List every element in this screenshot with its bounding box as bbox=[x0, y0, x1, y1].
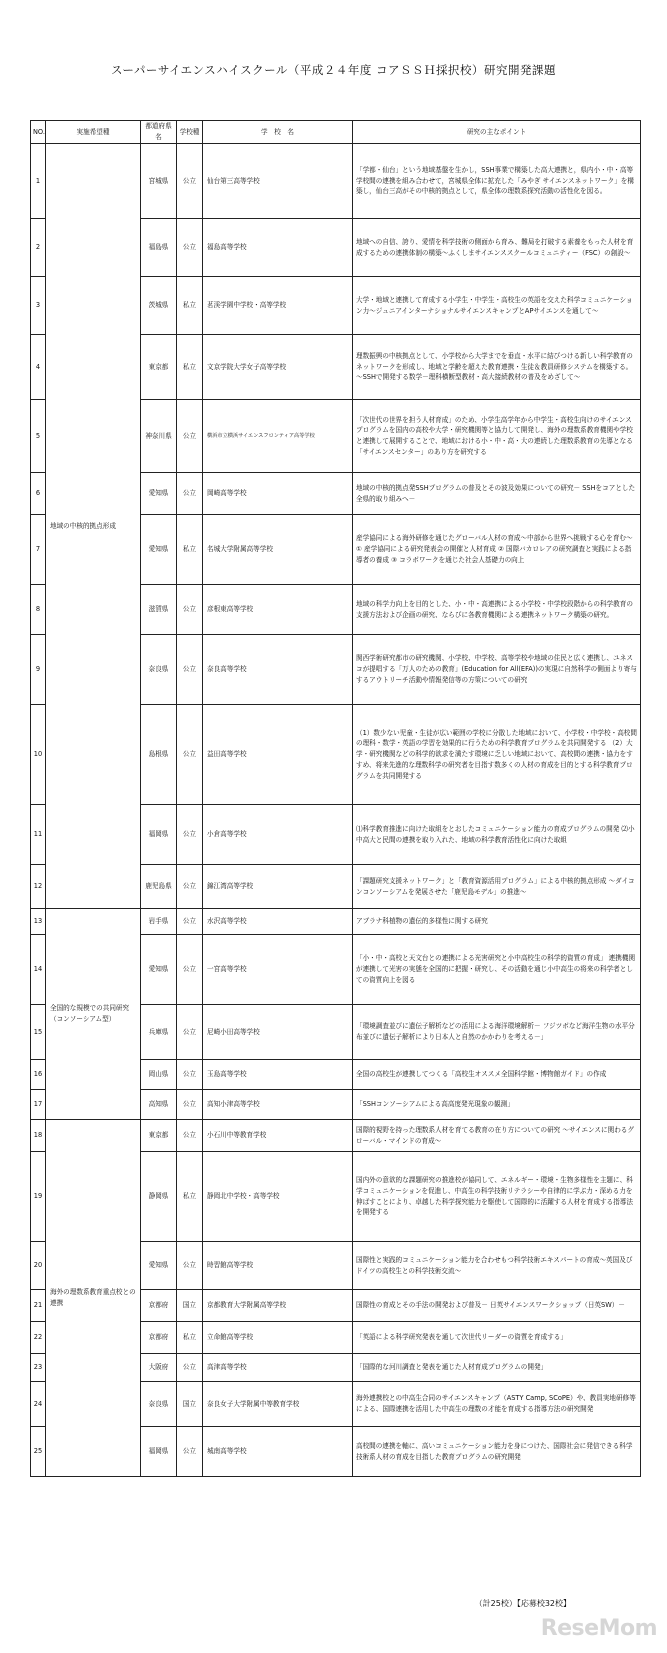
research-point-cell: 「環境調査並びに遺伝子解析などの活用による海洋環境解析－ フジツボなど海洋生物の水平分布並びに遺伝子解析により日本人と自然のかかわりを考える－」 bbox=[353, 1005, 641, 1060]
school-name-cell: 尼崎小田高等学校 bbox=[203, 1005, 353, 1060]
header-no: NO. bbox=[31, 121, 46, 144]
school-name-cell: 茗渓学園中学校・高等学校 bbox=[203, 277, 353, 335]
prefecture-cell: 京都府 bbox=[141, 1290, 177, 1322]
school-name-cell: 奈良高等学校 bbox=[203, 635, 353, 705]
school-name-cell: 小石川中等教育学校 bbox=[203, 1120, 353, 1152]
header-type: 学校種 bbox=[177, 121, 203, 144]
row-number: 22 bbox=[31, 1322, 46, 1354]
school-type-cell: 公立 bbox=[177, 635, 203, 705]
row-number: 14 bbox=[31, 935, 46, 1005]
table-row bbox=[31, 144, 641, 219]
table-row bbox=[31, 909, 641, 935]
research-point-cell: 「小・中・高校と天文台との連携による光害研究と小中高校生の科学的資質の育成」 連携機関が連携して光害の実態を全国的に把握・研究し、その活動を通じ小中高生の将来の科学者としての資質向上を図る bbox=[353, 935, 641, 1005]
prefecture-cell: 鹿児島県 bbox=[141, 865, 177, 909]
research-point-cell: 産学協同による海外研修を通じたグローバル人材の育成～中部から世界へ挑戦する心を育む～ ① 産学協同による研究発表会の開催と人材育成 ② 国際バカロレアの研究調査と実践による指導者の養成 ③ コラボワークを通じた社会人基礎力の向上 bbox=[353, 515, 641, 585]
ssh-table bbox=[30, 120, 641, 1477]
research-point-cell: 「SSHコンソーシアムによる高高度発光現象の観測」 bbox=[353, 1090, 641, 1120]
row-number: 12 bbox=[31, 865, 46, 909]
research-point-cell: 全国の高校生が連携してつくる「高校生オススメ全国科学館・博物館ガイド」の作成 bbox=[353, 1060, 641, 1090]
school-type-cell: 国立 bbox=[177, 1382, 203, 1427]
research-point-cell: 「学都・仙台」という地域基盤を生かし，SSH事業で構築した高大連携と，県内小・中・高等学校間の連携を組み合わせて，宮城県全体に拡充した「みやぎ サイエンスネットワーク」を構築し，仙台三高がその中核的拠点として，県全体の理数系探究活動の活性化を図る。 bbox=[353, 144, 641, 219]
school-name-cell: 益田高等学校 bbox=[203, 705, 353, 805]
prefecture-cell: 福岡県 bbox=[141, 1427, 177, 1477]
prefecture-cell: 島根県 bbox=[141, 705, 177, 805]
prefecture-cell: 茨城県 bbox=[141, 277, 177, 335]
school-type-cell: 公立 bbox=[177, 400, 203, 473]
school-type-cell: 公立 bbox=[177, 909, 203, 935]
school-name-cell: 高知小津高等学校 bbox=[203, 1090, 353, 1120]
header-row bbox=[31, 121, 641, 144]
prefecture-cell: 愛知県 bbox=[141, 1242, 177, 1290]
research-point-cell: 国際性の育成とその手法の開発および普及－ 日英サイエンスワークショップ（日英SW）－ bbox=[353, 1290, 641, 1322]
category-cell: 地域の中核的拠点形成 bbox=[46, 144, 141, 909]
table-row bbox=[31, 1120, 641, 1152]
school-name-cell: 福島高等学校 bbox=[203, 219, 353, 277]
row-number: 16 bbox=[31, 1060, 46, 1090]
school-type-cell: 国立 bbox=[177, 1290, 203, 1322]
school-name-cell: 小倉高等学校 bbox=[203, 805, 353, 865]
research-point-cell: ⑴科学教育推進に向けた取組をとおしたコミュニケーション能力の育成プログラムの開発 ⑵小中高大と民間の連携を取り入れた、地域の科学教育活性化に向けた取組 bbox=[353, 805, 641, 865]
row-number: 17 bbox=[31, 1090, 46, 1120]
prefecture-cell: 愛知県 bbox=[141, 515, 177, 585]
research-point-cell: 高校間の連携を軸に、高いコミュニケーション能力を身につけた、国際社会に発信できる科学技術系人材の育成を目指した教育プログラムの研究開発 bbox=[353, 1427, 641, 1477]
row-number: 6 bbox=[31, 473, 46, 515]
school-name-cell: 立命館高等学校 bbox=[203, 1322, 353, 1354]
school-type-cell: 公立 bbox=[177, 144, 203, 219]
prefecture-cell: 福岡県 bbox=[141, 805, 177, 865]
school-type-cell: 私立 bbox=[177, 1152, 203, 1242]
prefecture-cell: 岡山県 bbox=[141, 1060, 177, 1090]
footer-count: （計25校）【応募校32校】 bbox=[474, 1599, 571, 1608]
row-number: 9 bbox=[31, 635, 46, 705]
research-point-cell: 大学・地域と連携して育成する小学生・中学生・高校生の英語を交えた科学コミュニケーション力～ジュニアインターナショナルサイエンスキャンプとAPサイエンスを通して～ bbox=[353, 277, 641, 335]
row-number: 3 bbox=[31, 277, 46, 335]
prefecture-cell: 東京都 bbox=[141, 1120, 177, 1152]
document-title: スーパーサイエンスハイスクール（平成２４年度 コアＳＳＨ採択校）研究開発課題 bbox=[110, 63, 557, 77]
school-name-cell: 横浜市立横浜サイエンスフロンティア高等学校 bbox=[203, 400, 353, 473]
row-number: 24 bbox=[31, 1382, 46, 1427]
row-number: 25 bbox=[31, 1427, 46, 1477]
row-number: 15 bbox=[31, 1005, 46, 1060]
row-number: 21 bbox=[31, 1290, 46, 1322]
header-point: 研究の主なポイント bbox=[353, 121, 641, 144]
row-number: 1 bbox=[31, 144, 46, 219]
prefecture-cell: 愛知県 bbox=[141, 935, 177, 1005]
school-type-cell: 私立 bbox=[177, 335, 203, 400]
research-point-cell: 地域の科学力向上を目的とした、小・中・高連携による小学校・中学校段階からの科学教育の支援方法および企画の研究、ならびに各教育機関による連携ネットワーク構築の研究。 bbox=[353, 585, 641, 635]
research-point-cell: 「国際的な河川調査と発表を通じた人材育成プログラムの開発」 bbox=[353, 1354, 641, 1382]
school-type-cell: 私立 bbox=[177, 277, 203, 335]
prefecture-cell: 奈良県 bbox=[141, 1382, 177, 1427]
row-number: 11 bbox=[31, 805, 46, 865]
research-point-cell: 「課題研究支援ネットワーク」と「教育資源活用プログラム」による中核的拠点形成 ～ダイコンコンソーシアムを発展させた「鹿児島モデル」の推進～ bbox=[353, 865, 641, 909]
school-name-cell: 一宮高等学校 bbox=[203, 935, 353, 1005]
prefecture-cell: 京都府 bbox=[141, 1322, 177, 1354]
row-number: 19 bbox=[31, 1152, 46, 1242]
prefecture-cell: 大阪府 bbox=[141, 1354, 177, 1382]
school-name-cell: 彦根東高等学校 bbox=[203, 585, 353, 635]
watermark-logo: ReseMom bbox=[540, 1616, 657, 1641]
header-school: 学 校 名 bbox=[203, 121, 353, 144]
prefecture-cell: 静岡県 bbox=[141, 1152, 177, 1242]
research-point-cell: 地域への自信、誇り、愛情を科学技術の側面から育み、難局を打破する素養をもった人材を育成するための連携体制の構築～ふくしまサイエンススクールコミュニティー（FSC）の創設～ bbox=[353, 219, 641, 277]
research-point-cell: 国際性と実践的コミュニケーション能力を合わせもつ科学技術エキスパートの育成～英国及びドイツの高校生との科学技術交流～ bbox=[353, 1242, 641, 1290]
school-type-cell: 公立 bbox=[177, 1242, 203, 1290]
school-type-cell: 公立 bbox=[177, 1090, 203, 1120]
school-type-cell: 公立 bbox=[177, 935, 203, 1005]
prefecture-cell: 滋賀県 bbox=[141, 585, 177, 635]
research-point-cell: 海外連携校との中高生合同のサイエンスキャンプ（ASTY Camp, SCoPE）や、教員実地研修等による、国際連携を活用した中高生の理数の才能を育成する指導方法の研究開発 bbox=[353, 1382, 641, 1427]
row-number: 2 bbox=[31, 219, 46, 277]
research-point-cell: アブラナ科植物の遺伝的多様性に関する研究 bbox=[353, 909, 641, 935]
prefecture-cell: 東京都 bbox=[141, 335, 177, 400]
row-number: 4 bbox=[31, 335, 46, 400]
school-name-cell: 静岡北中学校・高等学校 bbox=[203, 1152, 353, 1242]
school-type-cell: 公立 bbox=[177, 1427, 203, 1477]
row-number: 10 bbox=[31, 705, 46, 805]
row-number: 13 bbox=[31, 909, 46, 935]
category-cell: 海外の理数系教育重点校との連携 bbox=[46, 1120, 141, 1477]
school-name-cell: 水沢高等学校 bbox=[203, 909, 353, 935]
school-name-cell: 時習館高等学校 bbox=[203, 1242, 353, 1290]
school-name-cell: 岡崎高等学校 bbox=[203, 473, 353, 515]
research-point-cell: 関西学術研究都市の研究機関、小学校、中学校、高等学校や地域の住民と広く連携し、ユネスコが提唱する「万人のための教育」(Education for All(EFA))の実現に自然科学の側面より寄与するアウトリーチ活動や情報発信等の方策についての研究 bbox=[353, 635, 641, 705]
prefecture-cell: 愛知県 bbox=[141, 473, 177, 515]
school-type-cell: 公立 bbox=[177, 1005, 203, 1060]
prefecture-cell: 宮城県 bbox=[141, 144, 177, 219]
school-type-cell: 私立 bbox=[177, 515, 203, 585]
header-pref: 都道府県名 bbox=[141, 121, 177, 144]
school-name-cell: 仙台第三高等学校 bbox=[203, 144, 353, 219]
research-point-cell: 「次世代の世界を担う人材育成」のため、小学生高学年から中学生・高校生向けのサイエンスプログラムを国内の高校や大学・研究機関等と協力して開発し、海外の理数系教育機関や学校と連携して展開することで、地域における小・中・高・大の連続した理数系教育の先導となる「サイエンスセンター」のあり方を研究する bbox=[353, 400, 641, 473]
prefecture-cell: 福島県 bbox=[141, 219, 177, 277]
prefecture-cell: 岩手県 bbox=[141, 909, 177, 935]
prefecture-cell: 兵庫県 bbox=[141, 1005, 177, 1060]
row-number: 5 bbox=[31, 400, 46, 473]
school-type-cell: 公立 bbox=[177, 705, 203, 805]
school-type-cell: 公立 bbox=[177, 865, 203, 909]
research-point-cell: 国際的視野を持った理数系人材を育てる教育の在り方についての研究 ～サイエンスに関わるグローバル・マインドの育成～ bbox=[353, 1120, 641, 1152]
school-name-cell: 奈良女子大学附属中等教育学校 bbox=[203, 1382, 353, 1427]
school-name-cell: 城南高等学校 bbox=[203, 1427, 353, 1477]
prefecture-cell: 高知県 bbox=[141, 1090, 177, 1120]
row-number: 23 bbox=[31, 1354, 46, 1382]
category-cell: 全国的な規模での共同研究（コンソーシアム型） bbox=[46, 909, 141, 1120]
school-name-cell: 錦江湾高等学校 bbox=[203, 865, 353, 909]
research-point-cell: （1）数少ない児童・生徒が広い範囲の学校に分散した地域において、小学校・中学校・高校間の理科・数学・英語の学習を効果的に行うための科学教育プログラムを共同開発する （2）大学・研究機関などの科学的欲求を満たす環境に乏しい地域において、高校間の連携・協力をすすめ、将来先進的な理数科学の研究者を目指す数多くの人材の育成を目的とする科学教育プログラムを共同開発する bbox=[353, 705, 641, 805]
research-point-cell: 理数振興の中核拠点として、小学校から大学までを垂直・水平に結びつける新しい科学教育のネットワークを形成し、地域と学齢を超えた教育連携・生徒＆教員研修システムを構築する。～SSHで開発する数学－理科横断型教材・高大接続教材の普及をめざして～ bbox=[353, 335, 641, 400]
prefecture-cell: 奈良県 bbox=[141, 635, 177, 705]
school-type-cell: 公立 bbox=[177, 805, 203, 865]
row-number: 20 bbox=[31, 1242, 46, 1290]
school-name-cell: 文京学院大学女子高等学校 bbox=[203, 335, 353, 400]
school-type-cell: 公立 bbox=[177, 1060, 203, 1090]
row-number: 7 bbox=[31, 515, 46, 585]
row-number: 8 bbox=[31, 585, 46, 635]
school-type-cell: 公立 bbox=[177, 219, 203, 277]
school-type-cell: 公立 bbox=[177, 1354, 203, 1382]
school-name-cell: 名城大学附属高等学校 bbox=[203, 515, 353, 585]
school-name-cell: 玉島高等学校 bbox=[203, 1060, 353, 1090]
header-category: 実施希望種 bbox=[46, 121, 141, 144]
research-point-cell: 「英語による科学研究発表を通して次世代リーダーの資質を育成する」 bbox=[353, 1322, 641, 1354]
school-type-cell: 公立 bbox=[177, 473, 203, 515]
research-point-cell: 地域の中核的拠点発SSHプログラムの普及とその波及効果についての研究－ SSHをコアとした全県的取り組みへ－ bbox=[353, 473, 641, 515]
school-type-cell: 公立 bbox=[177, 1120, 203, 1152]
row-number: 18 bbox=[31, 1120, 46, 1152]
school-name-cell: 高津高等学校 bbox=[203, 1354, 353, 1382]
prefecture-cell: 神奈川県 bbox=[141, 400, 177, 473]
school-type-cell: 公立 bbox=[177, 585, 203, 635]
school-name-cell: 京都教育大学附属高等学校 bbox=[203, 1290, 353, 1322]
school-type-cell: 私立 bbox=[177, 1322, 203, 1354]
research-point-cell: 国内外の意欲的な課題研究の推進校が協同して、エネルギー・環境・生物多様性を主題に、科学コミュニケーションを促進し、中高生の科学技術リテラシーや自律的に学ぶ力・深める力を伸ばすことにより、卓越した科学探究能力を駆使して国際的に活躍する人材を育成する指導法を開発する bbox=[353, 1152, 641, 1242]
